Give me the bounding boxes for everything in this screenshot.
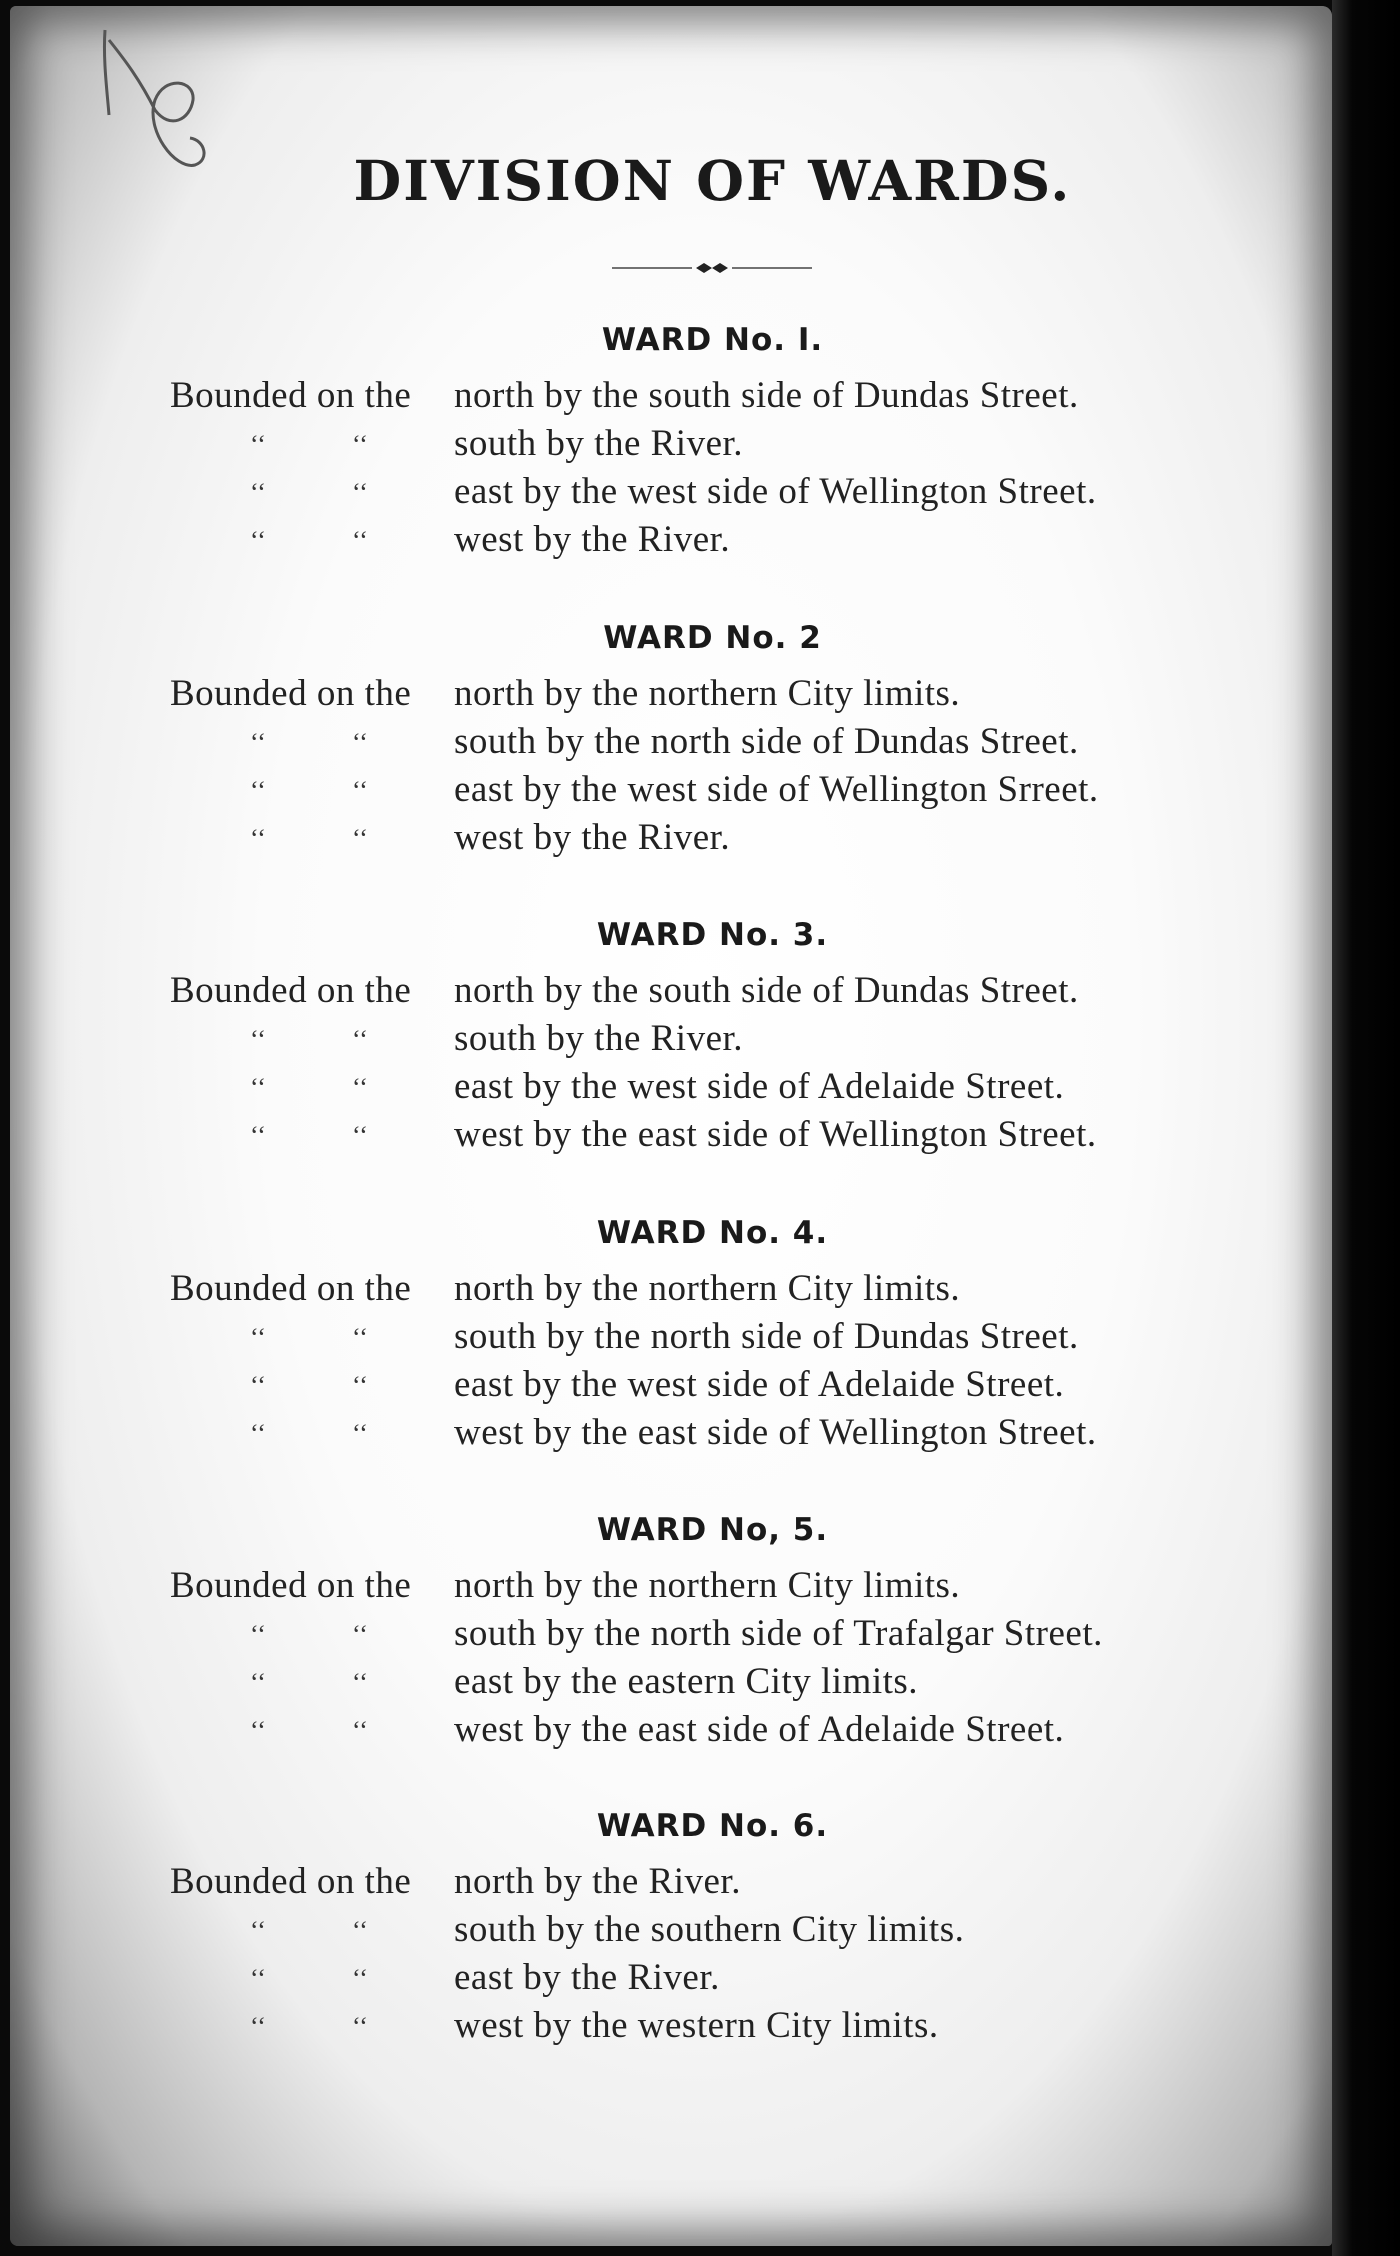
boundary-line: west by the River. — [454, 817, 731, 858]
ditto-mark: ‘‘ — [352, 2012, 369, 2041]
ward-heading: WARD No, 5. — [596, 1512, 829, 1548]
ditto-mark: ‘‘ — [352, 1073, 369, 1102]
ditto-mark: ‘‘ — [250, 776, 267, 805]
ditto-mark: ‘‘ — [352, 1916, 369, 1945]
ditto-mark: ‘‘ — [352, 1323, 369, 1352]
boundary-line: south by the north side of Dundas Street. — [454, 721, 1079, 762]
boundary-line: north by the River. — [454, 1861, 741, 1902]
bounded-lead: Bounded on the — [170, 1861, 412, 1902]
boundary-line: west by the River. — [454, 519, 731, 560]
ditto-mark: ‘‘ — [250, 1964, 267, 1993]
bounded-lead: Bounded on the — [170, 1565, 412, 1606]
ditto-mark: ‘‘ — [352, 430, 369, 459]
boundary-line: south by the north side of Trafalgar Street. — [454, 1613, 1103, 1654]
bounded-lead: Bounded on the — [170, 970, 412, 1011]
bounded-lead: Bounded on the — [170, 375, 412, 416]
boundary-line: west by the western City limits. — [454, 2005, 939, 2046]
title-ornament-rule — [612, 258, 812, 278]
ditto-mark: ‘‘ — [250, 1025, 267, 1054]
bounded-lead: Bounded on the — [170, 673, 412, 714]
ditto-mark: ‘‘ — [352, 1620, 369, 1649]
boundary-line: east by the west side of Adelaide Street. — [454, 1066, 1065, 1107]
boundary-line: east by the west side of Wellington Srreet. — [454, 769, 1099, 810]
boundary-line: east by the west side of Wellington Street. — [454, 471, 1097, 512]
ditto-mark: ‘‘ — [352, 1025, 369, 1054]
ditto-mark: ‘‘ — [352, 728, 369, 757]
ditto-mark: ‘‘ — [250, 1668, 267, 1697]
ditto-mark: ‘‘ — [250, 1371, 267, 1400]
boundary-line: east by the River. — [454, 1957, 720, 1998]
ditto-mark: ‘‘ — [250, 728, 267, 757]
boundary-line: south by the north side of Dundas Street. — [454, 1316, 1079, 1357]
boundary-line: west by the east side of Adelaide Street. — [454, 1709, 1065, 1750]
ditto-mark: ‘‘ — [250, 1916, 267, 1945]
ward-heading: WARD No. I. — [601, 322, 824, 358]
ditto-mark: ‘‘ — [250, 1121, 267, 1150]
ditto-mark: ‘‘ — [250, 1620, 267, 1649]
boundary-line: north by the south side of Dundas Street. — [454, 970, 1079, 1011]
boundary-line: south by the River. — [454, 423, 744, 464]
ditto-mark: ‘‘ — [352, 526, 369, 555]
ditto-mark: ‘‘ — [352, 824, 369, 853]
boundary-line: south by the River. — [454, 1018, 744, 1059]
boundary-line: north by the south side of Dundas Street. — [454, 375, 1079, 416]
ditto-mark: ‘‘ — [250, 1323, 267, 1352]
boundary-line: north by the northern City limits. — [454, 673, 961, 714]
ditto-mark: ‘‘ — [352, 1668, 369, 1697]
ditto-mark: ‘‘ — [352, 1964, 369, 1993]
ditto-mark: ‘‘ — [352, 776, 369, 805]
boundary-line: north by the northern City limits. — [454, 1565, 961, 1606]
ditto-mark: ‘‘ — [352, 1419, 369, 1448]
boundary-line: west by the east side of Wellington Street. — [454, 1114, 1097, 1155]
ditto-mark: ‘‘ — [250, 478, 267, 507]
ward-heading: WARD No. 2 — [603, 620, 822, 656]
ditto-mark: ‘‘ — [250, 1073, 267, 1102]
ward-heading: WARD No. 4. — [596, 1215, 829, 1251]
ward-heading: WARD No. 6. — [596, 1808, 829, 1844]
ditto-mark: ‘‘ — [250, 430, 267, 459]
ditto-mark: ‘‘ — [250, 1419, 267, 1448]
ditto-mark: ‘‘ — [352, 1716, 369, 1745]
ditto-mark: ‘‘ — [352, 1371, 369, 1400]
boundary-line: east by the eastern City limits. — [454, 1661, 919, 1702]
ditto-mark: ‘‘ — [352, 478, 369, 507]
ditto-mark: ‘‘ — [250, 526, 267, 555]
boundary-line: west by the east side of Wellington Street. — [454, 1412, 1097, 1453]
ditto-mark: ‘‘ — [352, 1121, 369, 1150]
page-title: DIVISION OF WARDS. — [353, 148, 1072, 213]
boundary-line: north by the northern City limits. — [454, 1268, 961, 1309]
bounded-lead: Bounded on the — [170, 1268, 412, 1309]
ditto-mark: ‘‘ — [250, 824, 267, 853]
ditto-mark: ‘‘ — [250, 1716, 267, 1745]
boundary-line: south by the southern City limits. — [454, 1909, 965, 1950]
ward-heading: WARD No. 3. — [596, 917, 829, 953]
boundary-line: east by the west side of Adelaide Street. — [454, 1364, 1065, 1405]
ditto-mark: ‘‘ — [250, 2012, 267, 2041]
